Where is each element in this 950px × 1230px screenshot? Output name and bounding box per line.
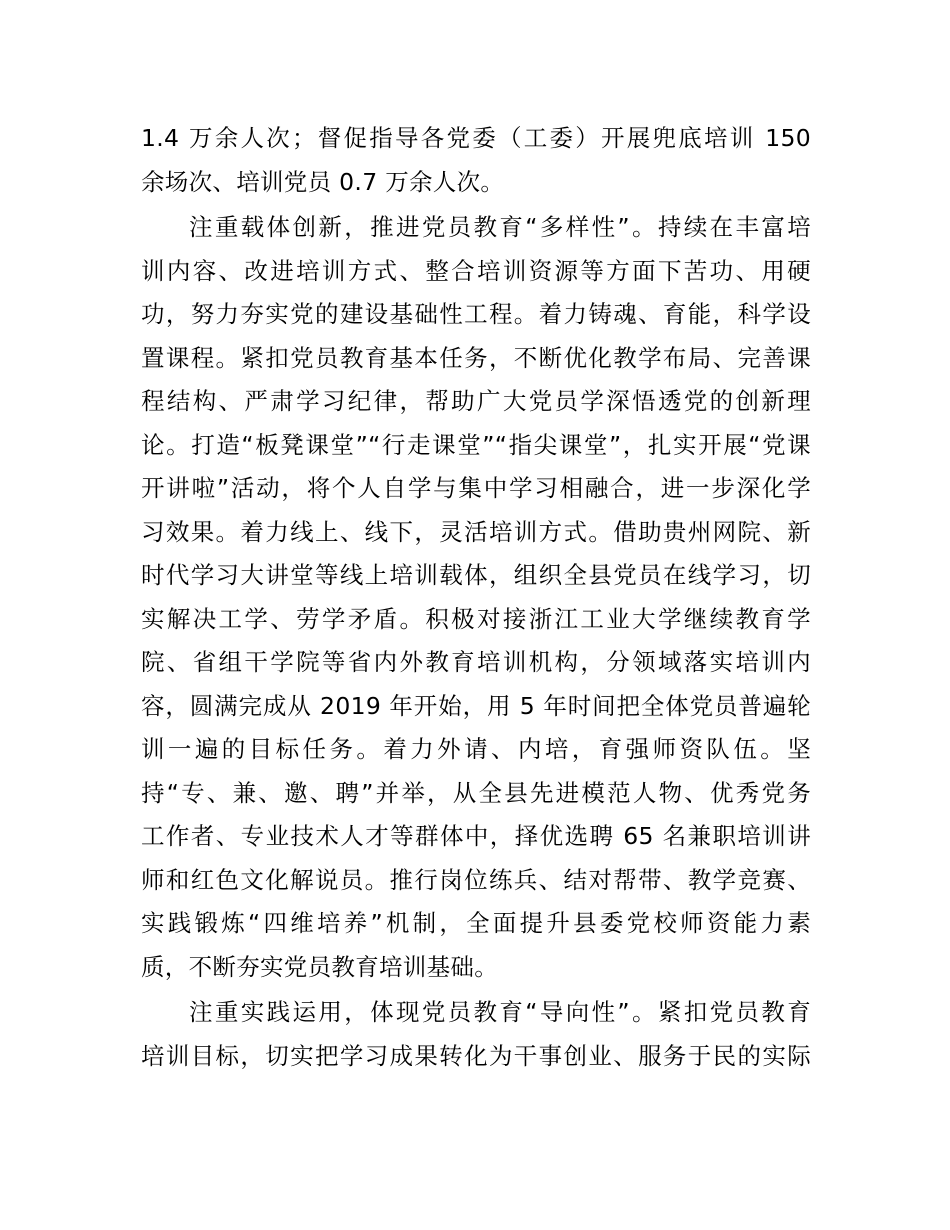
text-line: 注重实践运用，体现党员教育“导向性”。紧扣党员教育 (189, 998, 811, 1026)
text-line: 余场次、培训党员 0.7 万余人次。 (141, 167, 505, 196)
document-body (141, 117, 811, 1078)
text-line: 论。打造“板凳课堂”“行走课堂”“指尖课堂”，扎实开展“党课 (141, 430, 811, 459)
text-line: 置课程。紧扣党员教育基本任务，不断优化教学布局、完善课 (141, 343, 811, 372)
text-line: 实践锻炼“四维培养”机制，全面提升县委党校师资能力素 (141, 909, 811, 937)
text-line: 师和红色文化解说员。推行岗位练兵、结对帮带、教学竞赛、 (141, 865, 811, 894)
text-line: 功，努力夯实党的建设基础性工程。着力铸魂、育能，科学设 (141, 300, 811, 328)
text-line: 训一遍的目标任务。着力外请、内培，育强师资队伍。坚 (141, 735, 811, 763)
text-line: 程结构、严肃学习纪律，帮助广大党员学深悟透党的创新理 (141, 387, 811, 415)
text-line: 时代学习大讲堂等线上培训载体，组织全县党员在线学习，切 (141, 561, 811, 589)
text-line: 工作者、专业技术人才等群体中，择优选聘 65 名兼职培训讲 (141, 822, 811, 850)
text-line: 持“专、兼、邀、聘”并举，从全县先进模范人物、优秀党务 (141, 778, 811, 807)
text-line: 习效果。着力线上、线下，灵活培训方式。借助贵州网院、新 (141, 517, 811, 546)
paragraph (141, 206, 811, 989)
text-line: 开讲啦”活动，将个人自学与集中学习相融合，进一步深化学 (141, 474, 811, 502)
text-line: 训内容、改进培训方式、整合培训资源等方面下苦功、用硬 (141, 256, 811, 285)
text-line: 注重载体创新，推进党员教育“多样性”。持续在丰富培 (189, 213, 811, 241)
text-line: 容，圆满完成从 2019 年开始，用 5 年时间把全体党员普遍轮 (141, 691, 811, 720)
paragraph (141, 991, 811, 1078)
text-line: 质，不断夯实党员教育培训基础。 (141, 952, 498, 981)
text-line: 1.4 万余人次；督促指导各党委（工委）开展兜底培训 150 (141, 124, 811, 152)
paragraph (141, 117, 811, 204)
text-line: 实解决工学、劳学矛盾。积极对接浙江工业大学继续教育学 (141, 604, 811, 633)
text-line: 培训目标，切实把学习成果转化为干事创业、服务于民的实际 (141, 1041, 811, 1070)
text-line: 院、省组干学院等省内外教育培训机构，分领域落实培训内 (141, 648, 811, 676)
